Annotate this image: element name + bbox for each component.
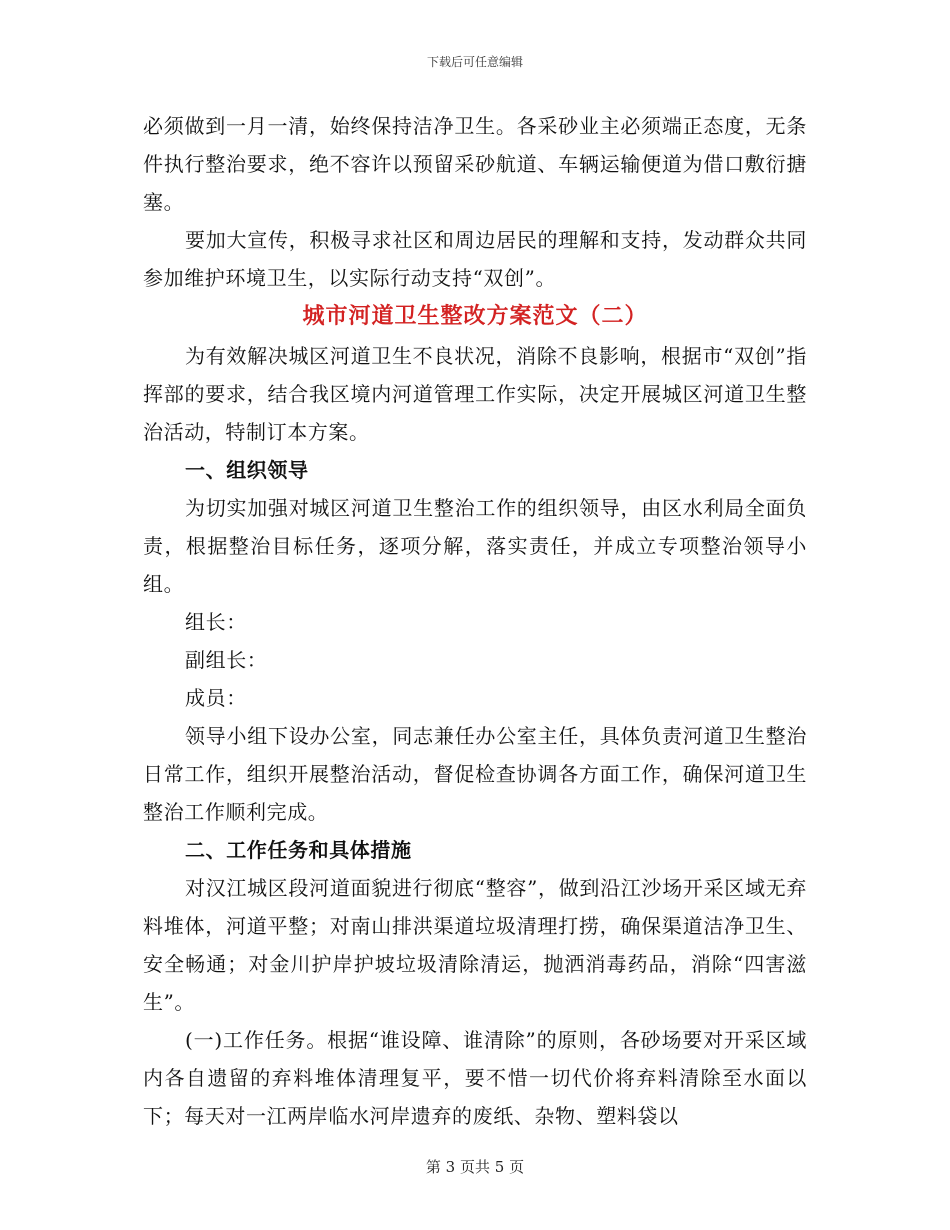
paragraph-work-tasks: (一)工作任务。根据“谁设障、谁清除”的原则，各砂场要对开采区域内各自遗留的弃料堆体清理复平，要不惜一切代价将弃料清除至水面以下；每天对一江两岸临水河岸遗弃的废纸、杂物、塑料袋以 [143, 1028, 807, 1128]
paragraph-intro: 为有效解决城区河道卫生不良状况，消除不良影响，根据市“双创”指挥部的要求，结合我区境内河道管理工作实际，决定开展城区河道卫生整治活动，特制订本方案。 [143, 344, 807, 444]
paragraph-tasks-overview: 对汉江城区段河道面貌进行彻底“整容”，做到沿江沙场开采区域无弃料堆体，河道平整；对南山排洪渠道垃圾清理打捞，确保渠道洁净卫生、安全畅通；对金川护岸护坡垃圾清除清运，抛洒消毒药品，消除“四害滋生”。 [143, 876, 807, 1014]
paragraph-continued: 必须做到一月一清，始终保持洁净卫生。各采砂业主必须端正态度，无条件执行整治要求，绝不容许以预留采砂航道、车辆运输便道为借口敷衍搪塞。 [143, 114, 807, 214]
page-footer: 第 3 页共 5 页 [425, 1158, 525, 1176]
paragraph-publicity: 要加大宣传，积极寻求社区和周边居民的理解和支持，发动群众共同参加维护环境卫生，以实际行动支持“双创”。 [143, 228, 807, 290]
paragraph-office: 领导小组下设办公室，同志兼任办公室主任，具体负责河道卫生整治日常工作，组织开展整治活动，督促检查协调各方面工作，确保河道卫生整治工作顺利完成。 [143, 724, 807, 824]
section-heading-organization: 一、组织领导 [185, 458, 309, 482]
members-line: 成员： [185, 686, 247, 710]
deputy-leader-line: 副组长： [185, 648, 268, 672]
leader-line: 组长： [185, 610, 247, 634]
document-title: 城市河道卫生整改方案范文（二） [302, 304, 648, 329]
paragraph-organization: 为切实加强对城区河道卫生整治工作的组织领导，由区水利局全面负责，根据整治目标任务，逐项分解，落实责任，并成立专项整治领导小组。 [143, 496, 807, 596]
section-heading-tasks: 二、工作任务和具体措施 [185, 838, 412, 862]
document-body [143, 107, 807, 1135]
page-header: 下载后可任意编辑 [426, 55, 523, 69]
